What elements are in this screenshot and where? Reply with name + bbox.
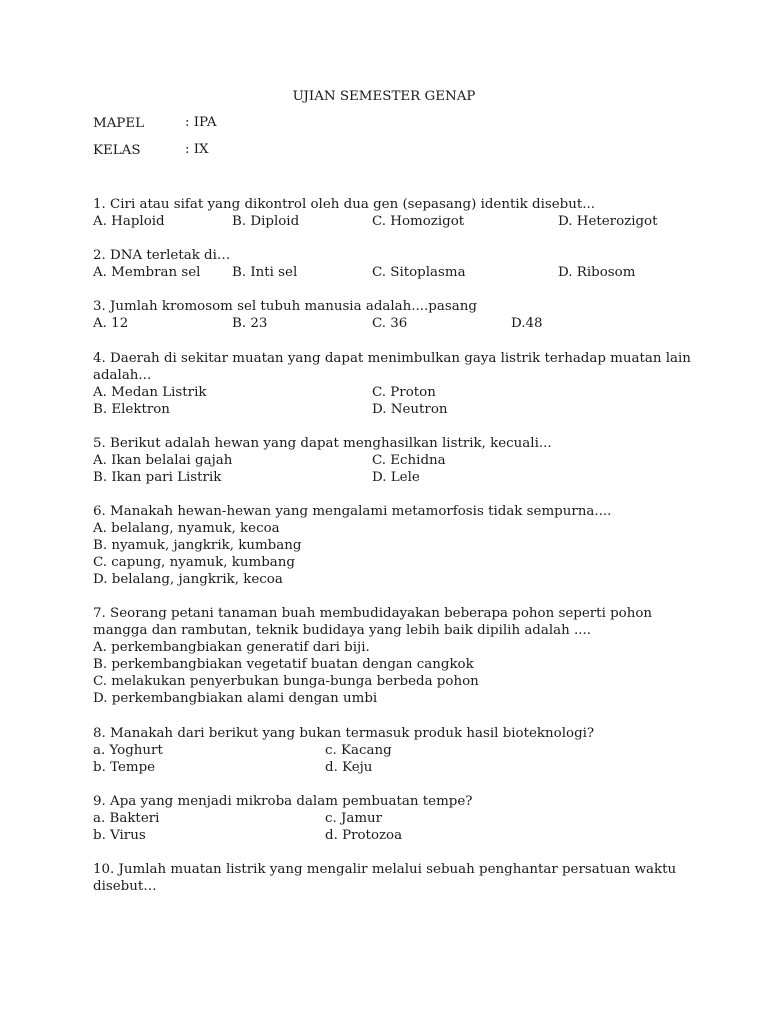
question-text: 10. Jumlah muatan listrik yang mengalir melalui sebuah penghantar persatuan waktu xyxy=(93,862,677,877)
option-c: C. 36 xyxy=(372,316,408,331)
option-d: D.48 xyxy=(511,316,543,331)
question-text: 5. Berikut adalah hewan yang dapat menghasilkan listrik, kecuali... xyxy=(93,436,552,451)
option-d: D. Lele xyxy=(372,470,420,485)
question-text: 2. DNA terletak di… xyxy=(93,248,231,263)
option-c: c. Jamur xyxy=(325,811,383,826)
option-a: A. Haploid xyxy=(93,214,165,229)
option-b: B. Inti sel xyxy=(232,265,298,280)
option-a: a. Yoghurt xyxy=(93,743,163,758)
option-b: B. Ikan pari Listrik xyxy=(93,470,222,485)
question-text: 6. Manakah hewan-hewan yang mengalami metamorfosis tidak sempurna.... xyxy=(93,504,612,519)
option-c: C. Echidna xyxy=(372,453,446,468)
option-b: B. nyamuk, jangkrik, kumbang xyxy=(93,538,302,553)
option-a: A. Ikan belalai gajah xyxy=(93,453,233,468)
option-a: A. 12 xyxy=(93,316,129,331)
option-d: d. Keju xyxy=(325,760,373,775)
option-b: b. Virus xyxy=(93,828,146,843)
option-c: C. Sitoplasma xyxy=(372,265,466,280)
question-text: 4. Daerah di sekitar muatan yang dapat menimbulkan gaya listrik terhadap muatan lain xyxy=(93,351,691,366)
option-d: D. belalang, jangkrik, kecoa xyxy=(93,572,283,587)
option-a: A. Medan Listrik xyxy=(93,385,207,400)
question-text-cont: adalah... xyxy=(93,368,152,383)
option-d: D. perkembangbiakan alami dengan umbi xyxy=(93,691,378,706)
option-d: d. Protozoa xyxy=(325,828,403,843)
question-text-cont: disebut… xyxy=(93,879,157,894)
question-text: 8. Manakah dari berikut yang bukan termasuk produk hasil bioteknologi? xyxy=(93,726,595,741)
option-a: A. Membran sel xyxy=(93,265,201,280)
option-c: C. capung, nyamuk, kumbang xyxy=(93,555,295,570)
question-text: 1. Ciri atau sifat yang dikontrol oleh dua gen (sepasang) identik disebut... xyxy=(93,197,596,212)
question-text-cont: mangga dan rambutan, teknik budidaya yang lebih baik dipilih adalah .... xyxy=(93,623,592,638)
option-b: B. perkembangbiakan vegetatif buatan dengan cangkok xyxy=(93,657,474,672)
option-a: A. perkembangbiakan generatif dari biji. xyxy=(93,640,370,655)
option-a: a. Bakteri xyxy=(93,811,160,826)
option-c: C. Homozigot xyxy=(372,214,465,229)
option-c: C. melakukan penyerbukan bunga-bunga berbeda pohon xyxy=(93,674,479,689)
question-text: 7. Seorang petani tanaman buah membudidayakan beberapa pohon seperti pohon xyxy=(93,606,653,621)
option-b: B. 23 xyxy=(232,316,268,331)
option-b: B. Elektron xyxy=(93,402,170,417)
question-text: 9. Apa yang menjadi mikroba dalam pembuatan tempe? xyxy=(93,794,473,809)
option-d: D. Ribosom xyxy=(558,265,636,280)
question-text: 3. Jumlah kromosom sel tubuh manusia adalah....pasang xyxy=(93,299,477,314)
kelas-label: KELAS xyxy=(93,143,141,158)
page-title: UJIAN SEMESTER GENAP xyxy=(292,89,476,104)
option-b: b. Tempe xyxy=(93,760,156,775)
mapel-label: MAPEL xyxy=(93,116,145,131)
mapel-value: : IPA xyxy=(185,115,217,130)
kelas-value: : IX xyxy=(185,142,209,157)
option-d: D. Neutron xyxy=(372,402,448,417)
option-b: B. Diploid xyxy=(232,214,300,229)
option-c: c. Kacang xyxy=(325,743,392,758)
option-d: D. Heterozigot xyxy=(558,214,658,229)
option-a: A. belalang, nyamuk, kecoa xyxy=(93,521,280,536)
option-c: C. Proton xyxy=(372,385,436,400)
